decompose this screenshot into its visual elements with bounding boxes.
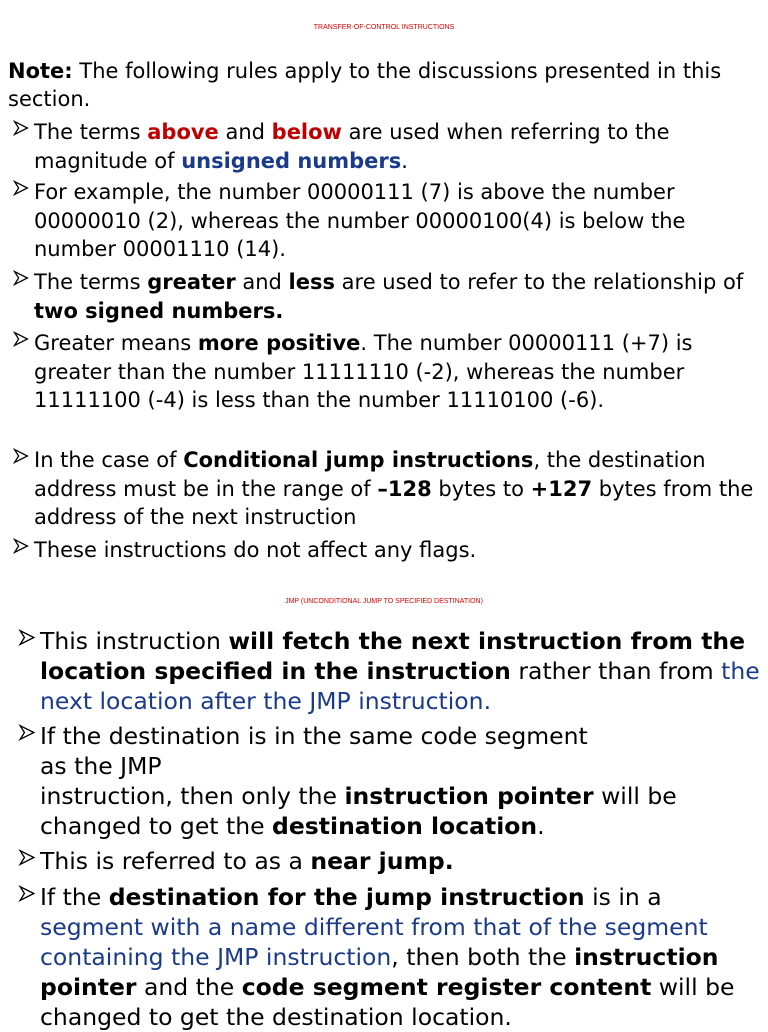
list-item <box>8 446 764 532</box>
term-two-signed-numbers: two signed numbers. <box>34 298 284 323</box>
arrowhead-bullet-icon <box>8 270 34 286</box>
phrase-segment-different: segment with a name different from that of the segment containing the JMP instruction <box>40 913 708 971</box>
list-item <box>8 329 764 415</box>
arrowhead-bullet-icon <box>8 120 34 136</box>
term-code-segment-register: code segment register content <box>241 973 652 1001</box>
list-item <box>14 846 766 876</box>
value-plus-127: +127 <box>530 476 593 501</box>
text-run: The terms <box>34 120 148 144</box>
text-run: bytes from the address of the next instruction <box>34 476 754 529</box>
text-run: are used when referring to the magnitude of <box>34 120 670 173</box>
list-item <box>8 178 764 264</box>
list-item-text: These instructions do not affect any flags. <box>34 538 477 562</box>
term-more-positive: more positive <box>197 331 361 355</box>
arrowhead-bullet-icon <box>14 849 40 866</box>
list-item-text <box>34 268 764 325</box>
term-below: below <box>271 120 342 144</box>
phrase-next-location: the next location after the JMP instruction. <box>40 657 760 715</box>
arrowhead-bullet-icon <box>8 538 34 554</box>
text-run: and <box>235 270 289 294</box>
arrowhead-bullet-icon <box>8 180 34 196</box>
text-run: and the <box>136 973 242 1001</box>
term-unsigned-numbers: unsigned numbers <box>181 148 402 173</box>
text-run: , the destination address must be in the range of <box>34 448 706 501</box>
note-label: Note: <box>8 59 73 83</box>
list-item <box>8 118 764 175</box>
list-item-text: For example, the number 00000111 (7) is above the number 00000010 (2), whereas the number 00000100(4) is below the number 00001110 (14). <box>34 180 686 261</box>
text-run: bytes to <box>431 476 531 501</box>
list-item-text <box>40 882 766 1032</box>
term-above: above <box>147 120 219 144</box>
text-run: If the destination is in the same code segment as the JMP <box>40 722 588 780</box>
term-destination-location: destination location <box>272 812 538 840</box>
list-item-text <box>40 846 766 876</box>
note-text: The following rules apply to the discussions presented in this section. <box>8 59 722 111</box>
list-item <box>8 536 764 565</box>
list-item <box>8 268 764 325</box>
text-run: is in a <box>584 883 662 911</box>
text-run: , then both the <box>391 943 575 971</box>
arrowhead-bullet-icon <box>14 629 40 646</box>
value-minus-128: –128 <box>377 476 432 501</box>
text-run: This is referred to as a <box>40 847 311 875</box>
section-heading-jmp: JMP (UNCONDITIONAL JUMP TO SPECIFIED DESTINATION) <box>285 598 483 605</box>
list-item-text <box>34 329 764 415</box>
list-item-text <box>34 446 764 532</box>
list-item-text <box>40 626 766 716</box>
arrowhead-bullet-icon <box>8 331 34 347</box>
list-item <box>14 626 766 716</box>
term-conditional-jump: Conditional jump instructions <box>183 448 534 472</box>
arrowhead-bullet-icon <box>8 448 34 464</box>
text-run: instruction, then only the <box>40 782 345 810</box>
text-run: will be changed to get the <box>40 782 677 840</box>
section-heading-transfer-of-control: TRANSFER-OF-CONTROL INSTRUCTIONS <box>313 24 455 31</box>
text-run: and <box>218 120 272 144</box>
term-near-jump: near jump. <box>310 847 454 875</box>
phrase-destination-for-jump: destination for the jump instruction <box>108 883 585 911</box>
arrowhead-bullet-icon <box>14 724 40 741</box>
text-run: This instruction <box>40 627 229 655</box>
term-less: less <box>288 270 335 294</box>
text-run: . The number 00000111 (+7) is greater than the number 11111110 (-2), whereas the number 11111100 (-4) is less than the number 11110100 (-6). <box>34 331 693 412</box>
arrowhead-bullet-icon <box>14 885 40 902</box>
list-item <box>14 721 766 841</box>
term-instruction-pointer: instruction pointer <box>40 943 719 1001</box>
phrase-will-fetch: will fetch the next instruction from the location specified in the instruction <box>40 627 746 685</box>
term-greater: greater <box>147 270 236 294</box>
text-run: are used to refer to the relationship of <box>335 270 744 294</box>
text-run: rather than from <box>510 657 722 685</box>
list-item-text <box>40 721 766 841</box>
text-run: In the case of <box>34 448 184 472</box>
text-run: will be changed to get the destination location. <box>40 973 735 1031</box>
list-item-text <box>34 118 764 175</box>
text-run: Greater means <box>34 331 198 355</box>
text-run: The terms <box>34 270 148 294</box>
list-item <box>14 882 766 1032</box>
text-run: . <box>537 812 545 840</box>
term-instruction-pointer: instruction pointer <box>344 782 594 810</box>
text-run: . <box>401 148 408 173</box>
note-paragraph <box>8 57 764 113</box>
text-run: If the <box>40 883 109 911</box>
